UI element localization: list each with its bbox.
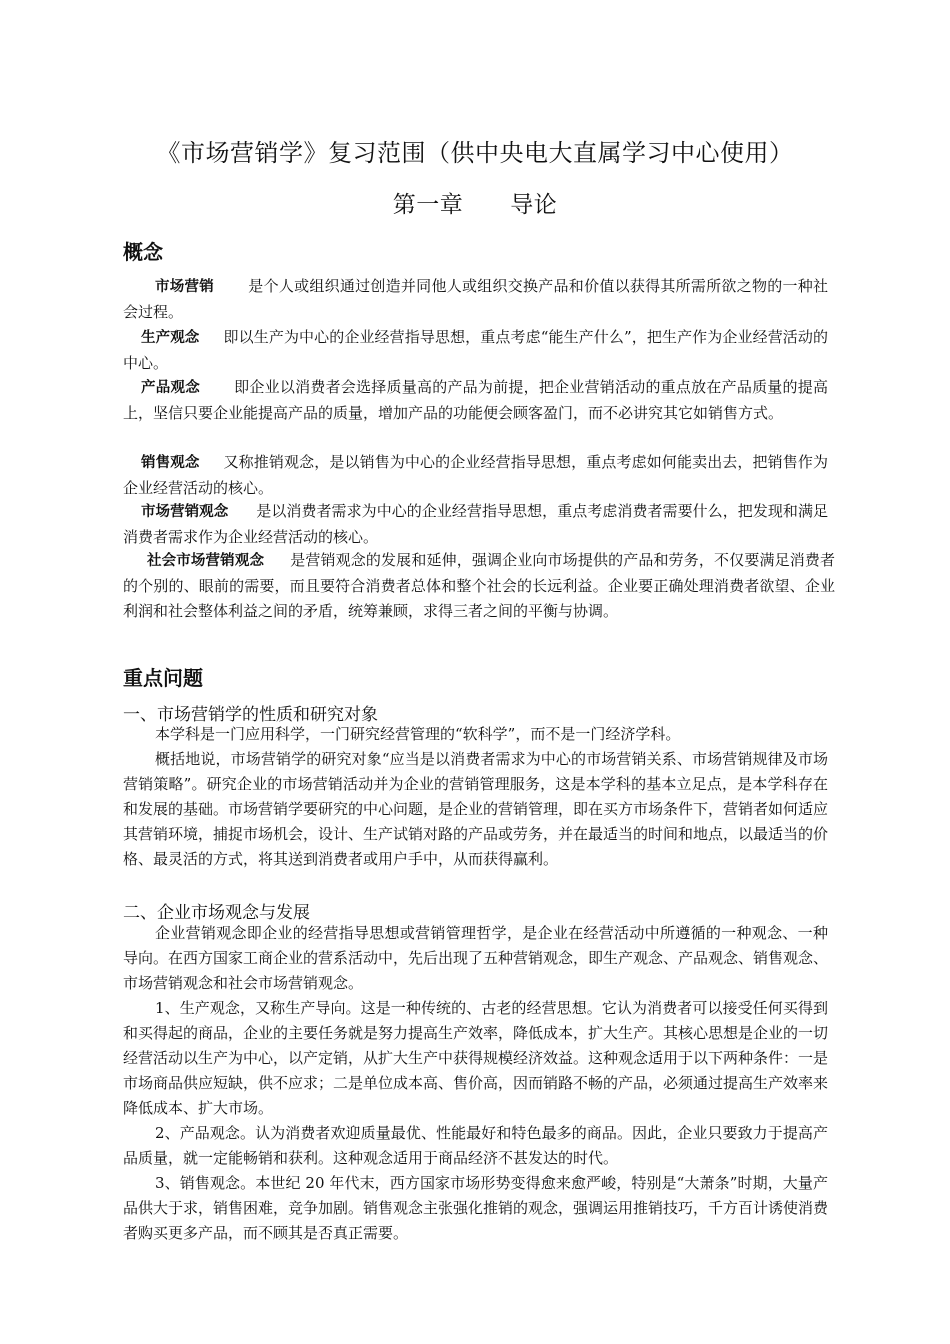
concepts-heading: 概念 — [123, 240, 163, 264]
concept-term: 销售观念 — [141, 455, 200, 471]
concept-definition: 是个人或组织通过创造并同他人或组织交换产品和价值以获得其所需所欲之物的一种社会过程。 — [123, 277, 828, 321]
section-title: 二、企业市场观念与发展 — [123, 903, 310, 923]
concept-item — [123, 548, 835, 624]
concept-item — [123, 450, 828, 501]
concept-item — [123, 325, 828, 376]
paragraph: 概括地说，市场营销学的研究对象“应当是以消费者需求为中心的市场营销关系、市场营销规律及市场营销策略”。研究企业的市场营销活动并为企业的营销管理服务，这是本学科的基本立足点，是本学科存在和发展的基础。市场营销学要研究的中心问题，是企业的营销管理，即在买方市场条件下，营销者如何适应其营销环境，捕捉市场机会，设计、生产试销对路的产品或劳务，并在最适当的时间和地点，以最适当的价格、最灵活的方式，将其送到消费者或用户手中，从而获得赢利。 — [123, 750, 829, 868]
concept-term: 市场营销 — [155, 279, 215, 295]
concept-definition: 是营销观念的发展和延伸，强调企业向市场提供的产品和劳务，不仅要满足消费者的个别的、眼前的需要，而且要符合消费者总体和整个社会的长远利益。企业要正确处理消费者欲望、企业利润和社会整体利益之间的矛盾，统筹兼顾，求得三者之间的平衡与协调。 — [123, 551, 835, 620]
paragraph: 本学科是一门应用科学，一门研究经营管理的“软科学”，而不是一门经济学科。 — [155, 725, 681, 743]
concept-item — [123, 499, 828, 550]
concept-term: 社会市场营销观念 — [147, 553, 265, 569]
concept-definition: 是以消费者需求为中心的企业经营指导思想，重点考虑消费者需要什么，把发现和满足消费者需求作为企业经营活动的核心。 — [123, 502, 828, 546]
concept-term: 生产观念 — [141, 330, 200, 346]
paragraph: 1、生产观念，又称生产导向。这是一种传统的、古老的经营思想。它认为消费者可以接受任何买得到和买得起的商品，企业的主要任务就是努力提高生产效率，降低成本，扩大生产。其核心思想是企业的一切经营活动以生产为中心，以产定销，从扩大生产中获得规模经济效益。这种观念适用于以下两种条件：一是市场商品供应短缺，供不应求；二是单位成本高、售价高，因而销路不畅的产品，必须通过提高生产效率来降低成本、扩大市场。 — [123, 999, 829, 1117]
section-title: 一、市场营销学的性质和研究对象 — [123, 705, 378, 725]
concept-term: 产品观念 — [141, 380, 200, 396]
paragraph: 企业营销观念即企业的经营指导思想或营销管理哲学，是企业在经营活动中所遵循的一种观念、一种导向。在西方国家工商企业的营系活动中，先后出现了五种营销观念，即生产观念、产品观念、销售观念、市场营销观念和社会市场营销观念。 — [123, 924, 829, 992]
paragraph: 2、产品观念。认为消费者欢迎质量最优、性能最好和特色最多的商品。因此，企业只要致力于提高产品质量，就一定能畅销和获利。这种观念适用于商品经济不甚发达的时代。 — [123, 1124, 828, 1167]
concept-item — [123, 274, 828, 325]
concept-term: 市场营销观念 — [141, 504, 229, 520]
concept-definition: 即以生产为中心的企业经营指导思想，重点考虑“能生产什么”，把生产作为企业经营活动的中心。 — [123, 328, 829, 372]
concept-item — [123, 375, 828, 426]
paragraph: 3、销售观念。本世纪 20 年代末，西方国家市场形势变得愈来愈严峻，特别是“大萧条”时期，大量产品供大于求，销售困难，竞争加剧。销售观念主张强化推销的观念，强调运用推销技巧，千方百计诱使消费者购买更多产品，而不顾其是否真正需要。 — [123, 1174, 829, 1242]
concept-definition: 又称推销观念，是以销售为中心的企业经营指导思想，重点考虑如何能卖出去，把销售作为企业经营活动的核心。 — [123, 453, 828, 497]
concept-definition: 即企业以消费者会选择质量高的产品为前提，把企业营销活动的重点放在产品质量的提高上，坚信只要企业能提高产品的质量，增加产品的功能便会顾客盈门，而不必讲究其它如销售方式。 — [123, 378, 828, 422]
chapter-title: 第一章 导论 — [392, 192, 558, 218]
document-title: 《市场营销学》复习范围（供中央电大直属学习中心使用） — [156, 139, 794, 167]
key-questions-heading: 重点问题 — [123, 666, 203, 690]
